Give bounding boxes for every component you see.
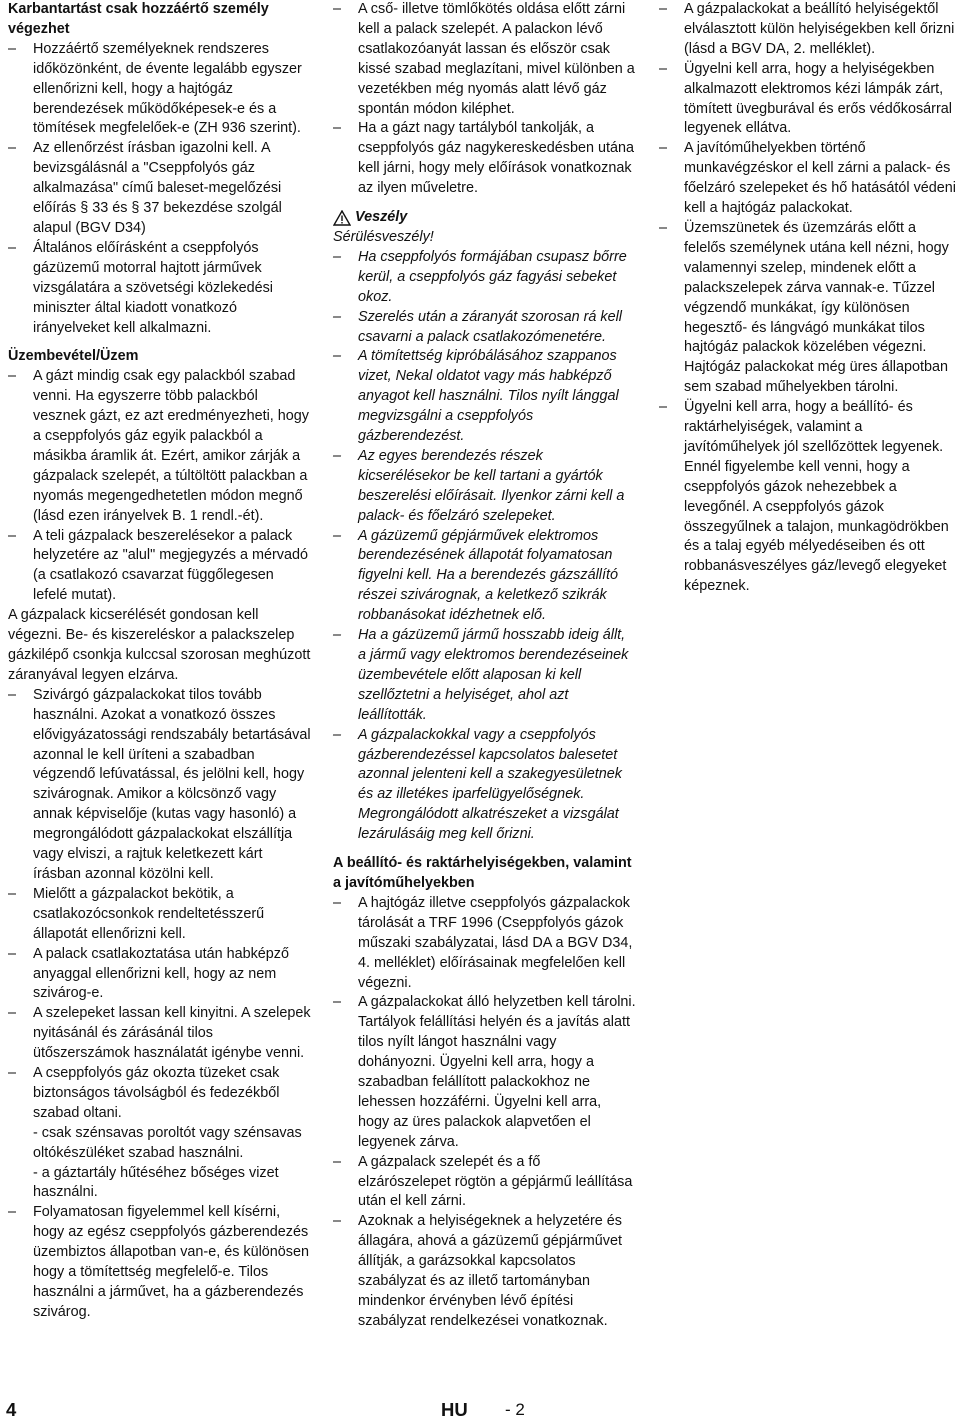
- warning-list-item: – Szerelés után a záranyát szorosan rá kell csavarni a palack csatlakozómenetére.: [333, 308, 636, 348]
- text-column-middle: [333, 0, 636, 1332]
- dash-list-item: – A javítóműhelyekben történő munkavégzéskor el kell zárni a palack- és főelzáró szelepeket és hő hatásától védeni kell a hajtógáz palackokat.: [659, 139, 959, 219]
- warning-label: Veszély: [355, 209, 408, 226]
- dash-list-item: – Folyamatosan figyelemmel kell kísérni, hogy az egész cseppfolyós gázberendezés üzembiztos állapotban van-e, és különösen hogy a tömítettség megfelelő-e. Tilos használni a járművet, ha a gázberendezés szivárog.: [8, 1203, 311, 1322]
- dash-list-item: – Üzemszünetek és üzemzárás előtt a felelős személynek utána kell nézni, hogy valamennyi szelep, mindenek előtt a palackszelepek zárva vannak-e. Tűzzel végzendő munkákat, így különösen hegesztő- és lángvágó munkákat tilos hajtógáz palackok közelében végezni. Hajtógáz palackokat még üres állapotban sem szabad műhelyekben tárolni.: [659, 219, 959, 398]
- dash-list-item: – Mielőtt a gázpalackot bekötik, a csatlakozócsonkok rendeltetésszerű állapotát ellenőrizni kell.: [8, 885, 311, 945]
- warning-list-item: – A tömítettség kipróbálásához szappanos vizet, Nekal oldatot vagy más habképző anyagot kell használni. Tilos nyílt lánggal megvizsgálni a cseppfolyós gázberendezést.: [333, 347, 636, 447]
- dash-list-item: – A hajtógáz illetve cseppfolyós gázpalackok tárolását a TRF 1996 (Cseppfolyós gázok műszaki szabályzatai, lásd DA a BGV D34, 4. melléklet) előírásainak megfelelően kell végezni.: [333, 894, 636, 994]
- dash-list-item: – Ügyelni kell arra, hogy a beállító- és raktárhelyiségek, valamint a javítóműhelyek jól szellőzöttek legyenek. Ennél figyelembe kell venni, hogy a cseppfolyós gázok nehezebbek a levegőnél. A cseppfolyós gázok összegyűlnek a talajon, munkagödrökben és a talaj egyéb mélyedéseiben és ott robbanásveszélyes gáz/levegő elegyeket képeznek.: [659, 398, 959, 597]
- warning-list-item: – Az egyes berendezés részek kicserélésekor be kell tartani a gyártók beszerelési előírásait. Ilyenkor zárni kell a palack- és főelzáró szelepeket.: [333, 447, 636, 527]
- dash-list-item: – Hozzáértő személyeknek rendszeres időközönként, de évente legalább egyszer ellenőrizni kell, hogy a hajtógáz berendezések működőképesek-e és a tömítések megfelelőek-e (ZH 936 szerint).: [8, 40, 311, 140]
- warning-heading: [333, 208, 636, 228]
- dash-list-item: – A cső- illetve tömlőkötés oldása előtt zárni kell a palack szelepét. A palackon lévő csatlakozóanyát lassan és először csak kissé szabad meglazítani, mivel különben a vezetékben még nyomás alatt lévő gáz spontán módon kiléphet.: [333, 0, 636, 119]
- dash-list-item: – Ügyelni kell arra, hogy a helyiségekben alkalmazott elektromos kézi lámpák zárt, tömített üvegburával és erős védőkosárral legyenek ellátva.: [659, 60, 959, 140]
- dash-list-item: – A gázpalackokat a beállító helyiségektől elválasztott külön helyiségekben kell őrizni (lásd a BGV DA, 2. melléklet).: [659, 0, 959, 60]
- section-heading: Karbantartást csak hozzáértő személy végezhet: [8, 1, 269, 37]
- warning-subtitle: Sérülésveszély!: [333, 228, 434, 245]
- dash-list-item: – A gázpalackokat álló helyzetben kell tárolni. Tartályok felállítási helyén és a javítás alatt tilos nyílt lángot használni vagy dohányozni. Ügyelni kell arra, hogy a szabadban felállított palackokhoz ne lehessen hozzáférni. Ügyelni kell arra, hogy az üres palackok alapvetően el legyenek zárva.: [333, 993, 636, 1152]
- dash-list-item: – A gázpalack szelepét és a fő elzárószelepet rögtön a gépjármű leállítása után el kell zárni.: [333, 1153, 636, 1213]
- paragraph: A gázpalack kicserélését gondosan kell végezni. Be- és kiszereléskor a palackszelep gázkilépő csonkja kulccsal szorosan meghúzott záranyával legyen elzárva.: [8, 607, 311, 683]
- section-heading: A beállító- és raktárhelyiségekben, valamint a javítóműhelyekben: [333, 855, 632, 891]
- dash-list-item: – A cseppfolyós gáz okozta tüzeket csak biztonságos távolságból és fedezékből szabad oltani.: [8, 1064, 311, 1124]
- text-column-right: [659, 0, 959, 597]
- warning-triangle-icon: [333, 210, 351, 226]
- warning-list-item: – A gázüzemű gépjárművek elektromos berendezésének állapotát folyamatosan figyelni kell. Ha a berendezés gázszállító részei szivárognak, a keletkező szikrák robbanásokat idézhetnek elő.: [333, 527, 636, 627]
- language-code: HU: [441, 1399, 468, 1420]
- dash-list-item: – A palack csatlakoztatása után habképző anyaggal ellenőrizni kell, hogy az nem szivárog-e.: [8, 945, 311, 1005]
- warning-list-item: – Ha a gázüzemű jármű hosszabb ideig állt, a jármű vagy elektromos berendezéseinek üzembevétele előtt alaposan ki kell szellőztetni a helyiséget, ahol azt leállították.: [333, 626, 636, 726]
- dash-list-item: – Általános előírásként a cseppfolyós gázüzemű motorral hajtott járművek vizsgálatára a szövetségi közlekedési miniszter által kiadott vonatkozó irányelveket kell alkalmazni.: [8, 239, 311, 339]
- indented-note: - csak szénsavas poroltót vagy szénsavas oltókészüléket szabad használni.: [33, 1124, 302, 1161]
- dash-list-item: – Az ellenőrzést írásban igazolni kell. A bevizsgálásnál a "Cseppfolyós gáz alkalmazása" című baleset-megelőzési előírás § 33 és § 37 bekezdése szolgál alapul (BGV D34): [8, 139, 311, 239]
- dash-list-item: – Azoknak a helyiségeknek a helyzetére és állagára, ahová a gázüzemű gépjárművet állítják, a garázsokkal kapcsolatos szabályzat és az illető tartományban mindenkor érvényben lévő építési szabályzat rendelkezései vonatkoznak.: [333, 1212, 636, 1331]
- dash-list-item: – Szivárgó gázpalackokat tilos tovább használni. Azokat a vonatkozó összes elővigyázatossági rendszabály betartásával azonnal le kell üríteni a szabadban végzendő lefúvatással, és jelölni kell, hogy szivárognak. Amikor a kölcsönző vagy annak képviselője (kutas vagy hasonló) a megrongálódott gázpalackokat elszállítja vagy elviszi, a rajtuk keletkezett kárt írásban azonnal közölni kell.: [8, 686, 311, 885]
- language-page-suffix: - 2: [505, 1400, 525, 1419]
- dash-list-item: – A teli gázpalack beszerelésekor a palack helyzetére az "alul" megjegyzés a mérvadó (a csatlakozó csavarzat függőlegesen lefelé mutat).: [8, 527, 311, 607]
- warning-list-item: – Ha cseppfolyós formájában csupasz bőrre kerül, a cseppfolyós gáz fagyási sebeket okoz.: [333, 248, 636, 308]
- dash-list-item: – Ha a gázt nagy tartályból tankolják, a cseppfolyós gáz nagykereskedésben utána kell járni, hogy mely előírások vonatkoznak az ilyen műveletre.: [333, 119, 636, 199]
- indented-note: - a gáztartály hűtéséhez bőséges vizet használni.: [33, 1164, 279, 1201]
- text-column-left: [8, 0, 311, 1323]
- dash-list-item: – A szelepeket lassan kell kinyitni. A szelepek nyitásánál és zárásánál tilos ütőszerszámok használatát igénybe venni.: [8, 1004, 311, 1064]
- page-number: 4: [6, 1399, 17, 1420]
- warning-list-item: – A gázpalackokkal vagy a cseppfolyós gázberendezéssel kapcsolatos balesetet azonnal jelenteni kell a szakegyesületnek és az illetékes iparfelügyelőségnek. Megrongálódott alkatrészeket a vizsgálat lezárulásáig meg kell őrizni.: [333, 726, 636, 845]
- section-heading: Üzembevétel/Üzem: [8, 348, 139, 365]
- dash-list-item: – A gázt mindig csak egy palackból szabad venni. Ha egyszerre több palackból vesznek gázt, ez azt eredményezheti, hogy a cseppfolyós gáz egyik palackból a másikba áramlik át. Ezért, amikor zárják a gázpalack szelepét, a túltöltött palackban a nyomás megengedhetetlen módon megnő (lásd ezen irányelvek B. 1 rendl.-ét).: [8, 367, 311, 526]
